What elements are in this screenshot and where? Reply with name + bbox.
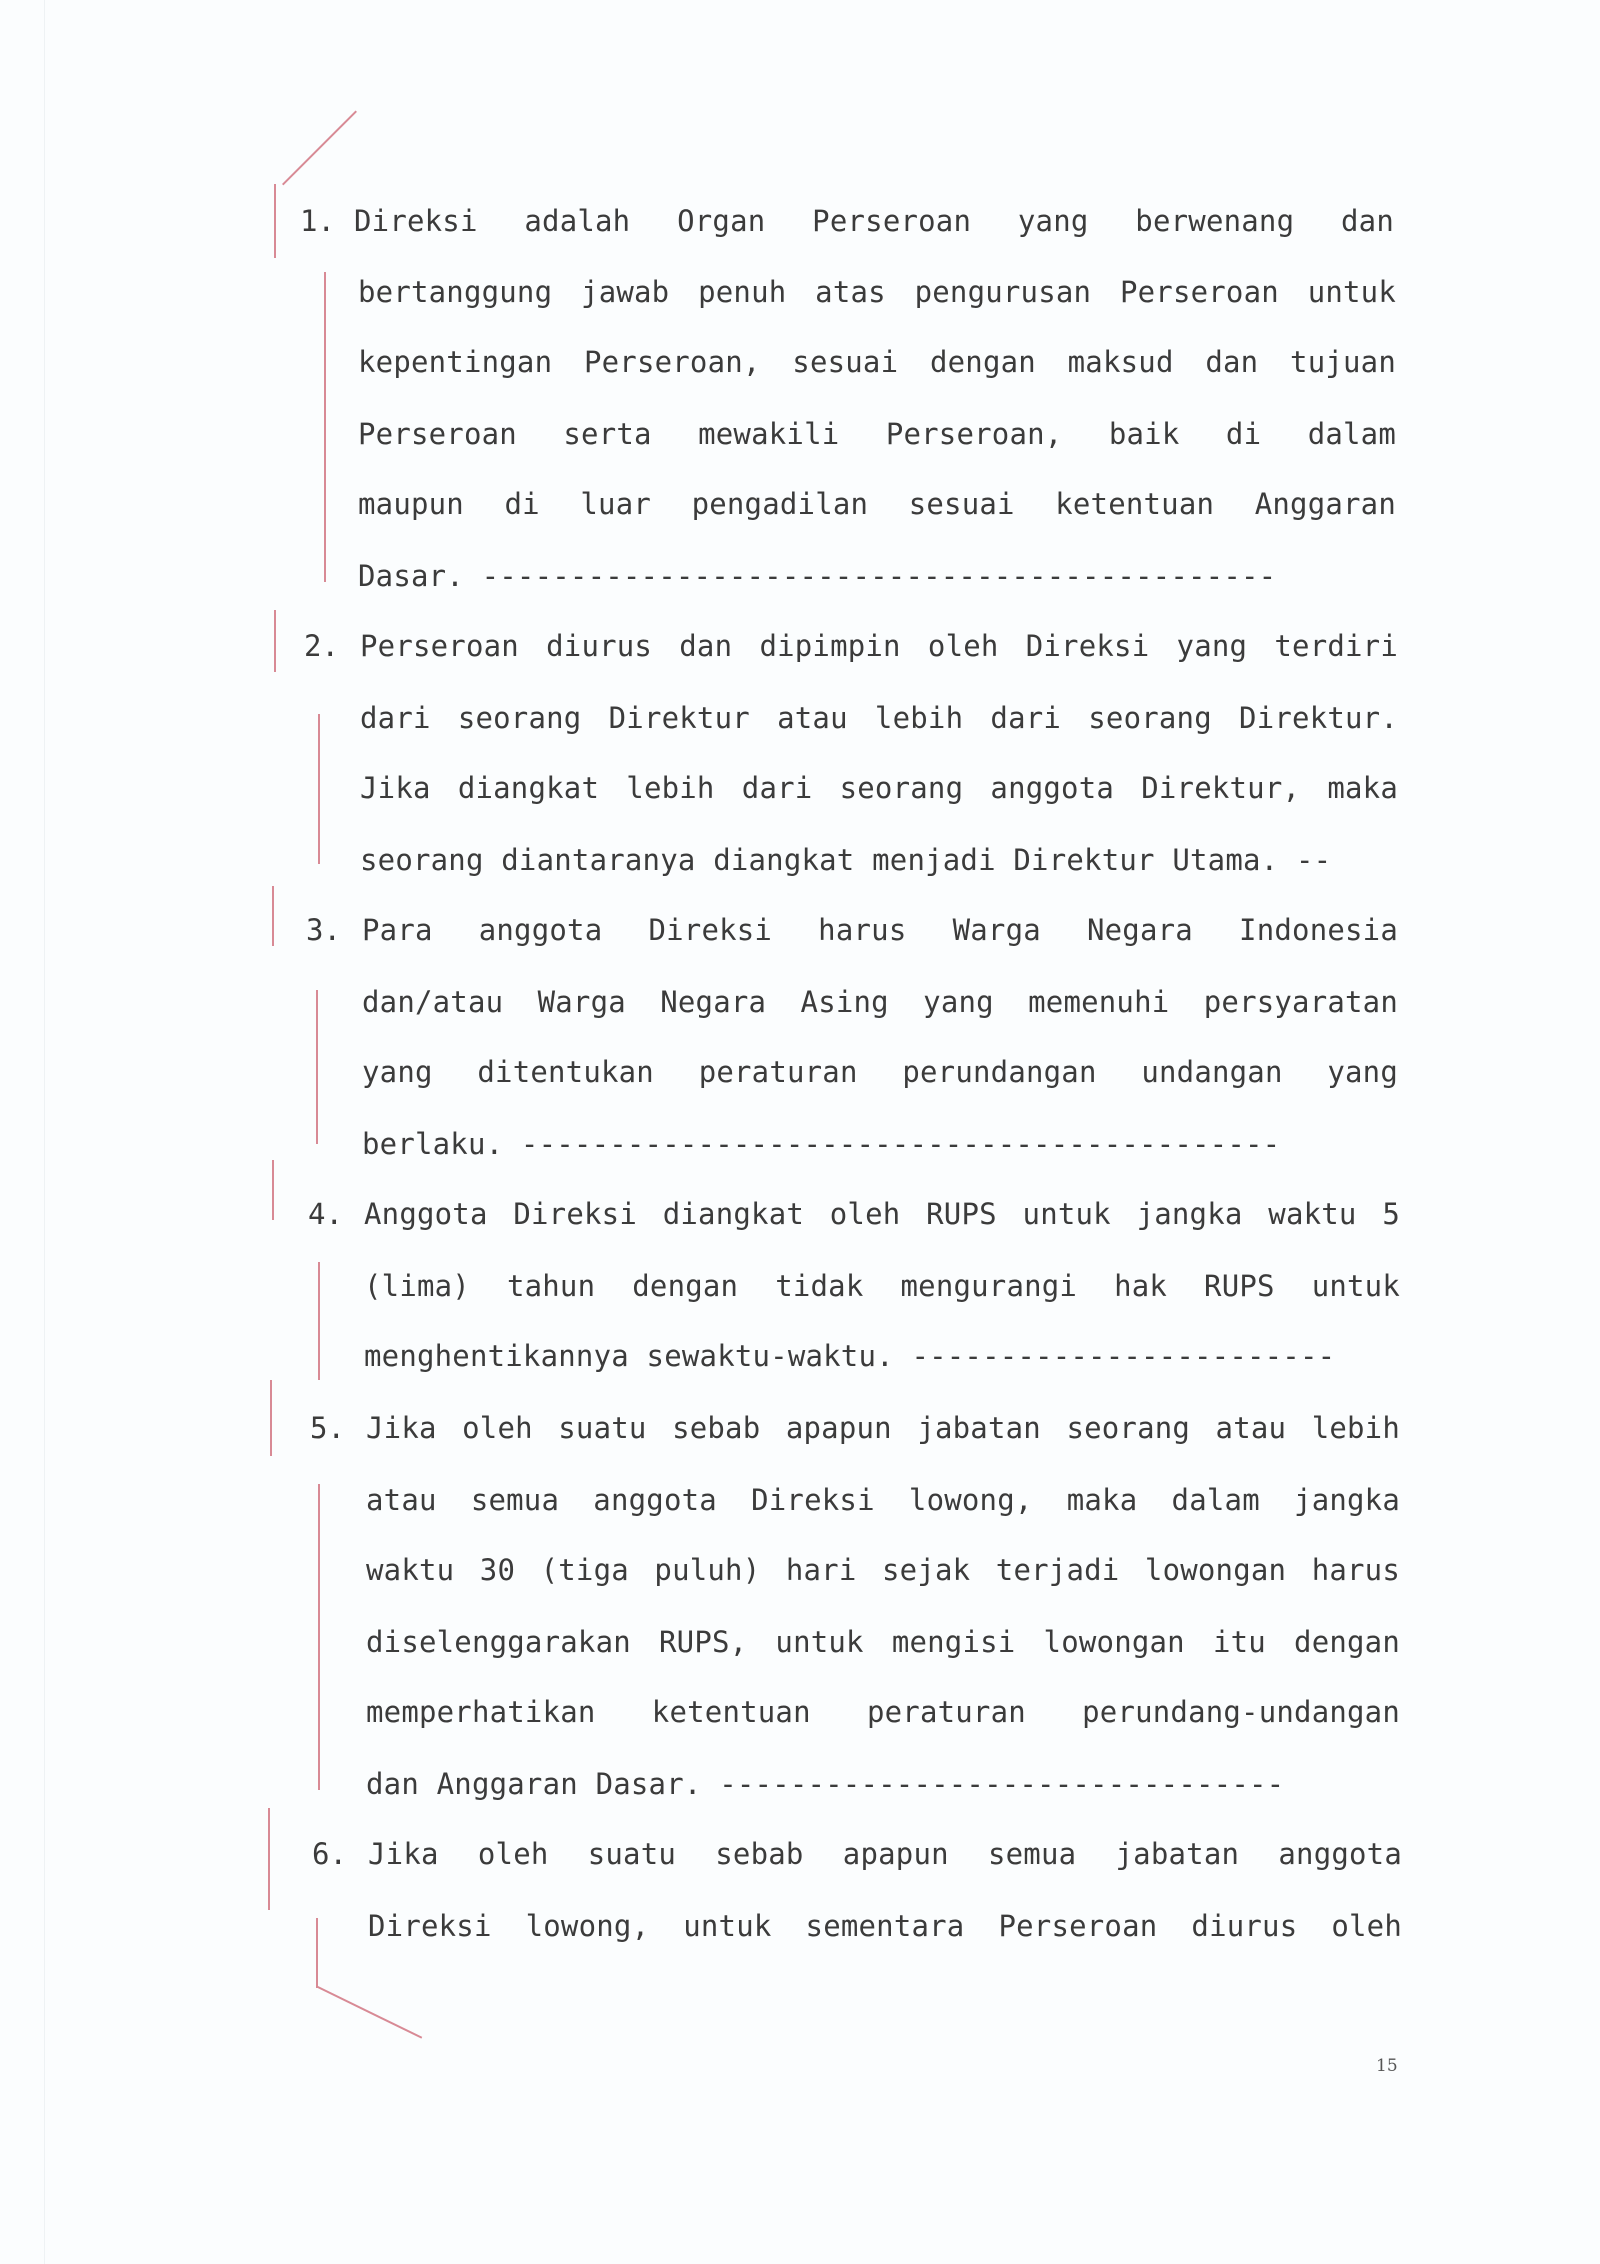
clause-line: maupun di luar pengadilan sesuai ketentuan Anggaran (358, 487, 1396, 521)
clause-line: Jika oleh suatu sebab apapun jabatan seorang atau lebih (366, 1411, 1400, 1445)
clause-line: diselenggarakan RUPS, untuk mengisi lowongan itu dengan (366, 1625, 1400, 1659)
margin-rule (272, 1160, 274, 1220)
clause-number: 2. (304, 629, 339, 663)
clause-line: memperhatikan ketentuan peraturan perundang-undangan (366, 1695, 1400, 1729)
margin-rule (318, 1262, 320, 1380)
margin-rule (318, 1484, 320, 1790)
clause-line: Para anggota Direksi harus Warga Negara Indonesia (362, 913, 1398, 947)
clause-line: Direksi adalah Organ Perseroan yang berwenang dan (354, 204, 1394, 238)
clause-number: 3. (306, 913, 341, 947)
clause-line: (lima) tahun dengan tidak mengurangi hak RUPS untuk (364, 1269, 1400, 1303)
scan-edge (44, 0, 45, 2264)
margin-rule (318, 714, 320, 864)
clause-line: seorang diantaranya diangkat menjadi Direktur Utama. -- (360, 843, 1332, 877)
clause-number: 5. (310, 1411, 345, 1445)
margin-rule (268, 1808, 270, 1910)
clause-line: bertanggung jawab penuh atas pengurusan Perseroan untuk (358, 275, 1396, 309)
margin-rule (316, 1918, 318, 1988)
margin-rule (274, 184, 276, 258)
margin-rule (274, 610, 276, 672)
clause-line: Jika diangkat lebih dari seorang anggota Direktur, maka (360, 771, 1398, 805)
clause-line: Perseroan serta mewakili Perseroan, baik di dalam (358, 417, 1396, 451)
corner-stroke-bottom (317, 1986, 422, 2039)
margin-rule (270, 1380, 272, 1456)
clause-line: atau semua anggota Direksi lowong, maka dalam jangka (366, 1483, 1400, 1517)
clause-line: dari seorang Direktur atau lebih dari seorang Direktur. (360, 701, 1398, 735)
clause-line: Jika oleh suatu sebab apapun semua jabatan anggota (368, 1837, 1402, 1871)
clause-line: Anggota Direksi diangkat oleh RUPS untuk jangka waktu 5 (364, 1197, 1400, 1231)
clause-line: berlaku. ------------------------------------------- (362, 1127, 1281, 1161)
clause-line: menghentikannya sewaktu-waktu. ------------------------ (364, 1339, 1336, 1373)
clause-line: Direksi lowong, untuk sementara Perseroan diurus oleh (368, 1909, 1402, 1943)
clause-line: dan Anggaran Dasar. -------------------------------- (366, 1767, 1285, 1801)
clause-line: waktu 30 (tiga puluh) hari sejak terjadi lowongan harus (366, 1553, 1400, 1587)
clause-line: dan/atau Warga Negara Asing yang memenuhi persyaratan (362, 985, 1398, 1019)
clause-line: Dasar. --------------------------------------------- (358, 559, 1277, 593)
corner-stroke-top (282, 110, 357, 185)
clause-line: kepentingan Perseroan, sesuai dengan maksud dan tujuan (358, 345, 1396, 379)
margin-rule (272, 886, 274, 946)
page-number: 15 (1376, 2056, 1398, 2076)
margin-rule (324, 272, 326, 582)
clause-line: yang ditentukan peraturan perundangan undangan yang (362, 1055, 1398, 1089)
clause-line: Perseroan diurus dan dipimpin oleh Direksi yang terdiri (360, 629, 1398, 663)
clause-number: 1. (300, 204, 335, 238)
margin-rule (316, 990, 318, 1144)
clause-number: 6. (312, 1837, 347, 1871)
clause-number: 4. (308, 1197, 343, 1231)
